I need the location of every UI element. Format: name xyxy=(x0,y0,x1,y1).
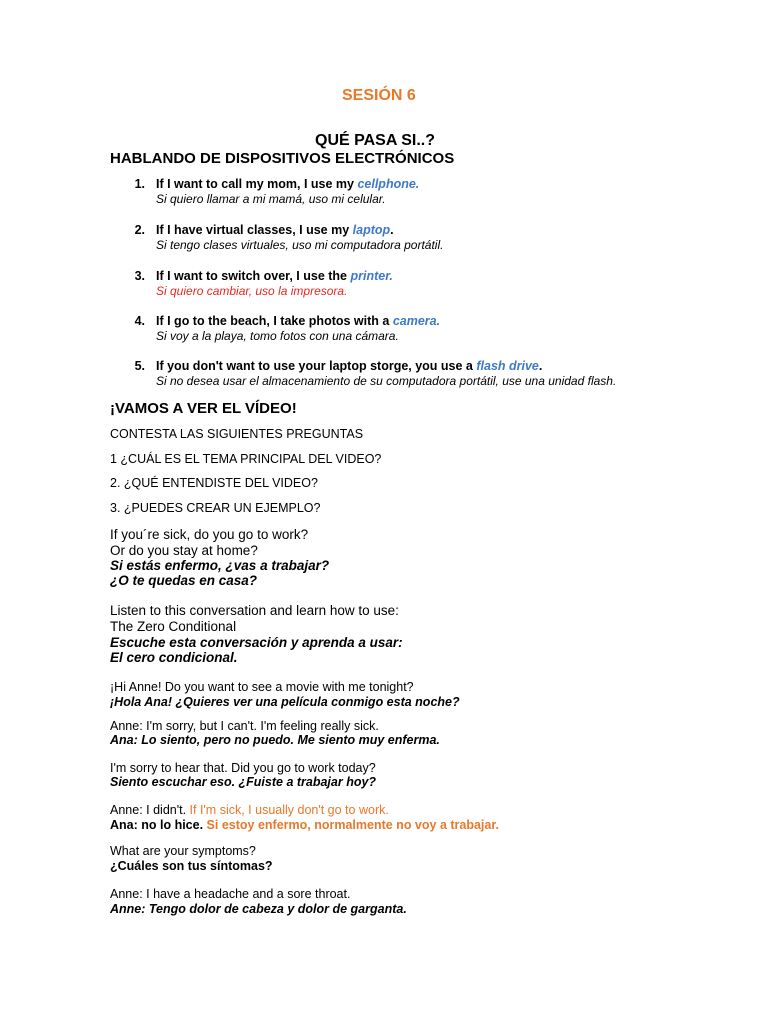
item-sentence xyxy=(156,359,542,373)
dialogue-es: Siento escuchar eso. ¿Fuiste a trabajar hoy? xyxy=(110,775,377,789)
dialogue-es: ¿Cuáles son tus síntomas? xyxy=(110,859,273,873)
dialogue-es: ¡Hola Ana! ¿Quieres ver una película conmigo esta noche? xyxy=(110,695,460,709)
item-number: 4. xyxy=(134,314,145,328)
item-number: 2. xyxy=(134,223,145,237)
item-keyword: cellphone. xyxy=(357,177,420,191)
item-keyword: printer. xyxy=(350,269,393,283)
item-sentence xyxy=(156,177,419,191)
listen-es-line: Escuche esta conversación y aprenda a usar: xyxy=(110,635,403,650)
video-heading: ¡VAMOS A VER EL VÍDEO! xyxy=(110,400,297,417)
dialogue-es: Ana: Lo siento, pero no puedo. Me siento muy enferma. xyxy=(110,733,440,747)
item-translation: Si tengo clases virtuales, uso mi computadora portátil. xyxy=(156,238,444,252)
item-translation: Si quiero cambiar, uso la impresora. xyxy=(156,284,348,298)
item-text: If you don't want to use your laptop storge, you use a xyxy=(156,359,477,373)
item-post: . xyxy=(390,223,394,237)
item-text: If I go to the beach, I take photos with a xyxy=(156,314,393,328)
intro-es-line: ¿O te quedas en casa? xyxy=(110,573,258,588)
page-subtitle: HABLANDO DE DISPOSITIVOS ELECTRÓNICOS xyxy=(110,150,455,167)
question-item: 1 ¿CUÁL ES EL TEMA PRINCIPAL DEL VIDEO? xyxy=(110,452,382,466)
dialogue-en: I'm sorry to hear that. Did you go to work today? xyxy=(110,761,376,775)
dialogue-en: What are your symptoms? xyxy=(110,844,256,858)
intro-es-line: Si estás enfermo, ¿vas a trabajar? xyxy=(110,558,330,573)
item-number: 1. xyxy=(134,177,145,191)
dialogue-en xyxy=(110,803,389,818)
item-text: If I have virtual classes, I use my xyxy=(156,223,353,237)
dialogue-en: Anne: I have a headache and a sore throat. xyxy=(110,887,351,901)
session-heading: SESIÓN 6 xyxy=(342,87,416,104)
dialogue-en-highlight: If I'm sick, I usually don't go to work. xyxy=(189,803,389,817)
dialogue-es xyxy=(110,818,499,833)
item-translation: Si voy a la playa, tomo fotos con una cámara. xyxy=(156,329,399,343)
item-sentence xyxy=(156,269,393,283)
dialogue-es-highlight: Si estoy enfermo, normalmente no voy a trabajar. xyxy=(206,818,500,832)
item-number: 5. xyxy=(134,359,145,373)
listen-en-line: The Zero Conditional xyxy=(110,619,237,634)
dialogue-en: ¡Hi Anne! Do you want to see a movie with me tonight? xyxy=(110,680,414,694)
item-post: . xyxy=(538,359,543,373)
item-sentence xyxy=(156,314,440,328)
item-keyword: camera. xyxy=(392,314,441,328)
dialogue-es-lead: Ana: no lo hice. xyxy=(110,818,207,832)
listen-en-line: Listen to this conversation and learn how to use: xyxy=(110,603,399,618)
dialogue-es: Anne: Tengo dolor de cabeza y dolor de garganta. xyxy=(110,902,407,916)
item-keyword: laptop xyxy=(352,223,391,237)
item-text: If I want to call my mom, I use my xyxy=(156,177,358,191)
item-translation: Si no desea usar el almacenamiento de su computadora portátil, use una unidad flash. xyxy=(156,374,617,388)
dialogue-en: Anne: I'm sorry, but I can't. I'm feeling really sick. xyxy=(110,719,379,733)
item-keyword: flash drive xyxy=(476,359,539,373)
question-item: 3. ¿PUEDES CREAR UN EJEMPLO? xyxy=(110,501,321,515)
dialogue-en-lead: Anne: I didn't. xyxy=(110,803,190,817)
item-number: 3. xyxy=(134,269,145,283)
listen-es-line: El cero condicional. xyxy=(110,650,238,665)
intro-en-line: Or do you stay at home? xyxy=(110,543,258,558)
question-item: 2. ¿QUÉ ENTENDISTE DEL VIDEO? xyxy=(110,476,318,490)
item-text: If I want to switch over, I use the xyxy=(156,269,351,283)
item-sentence xyxy=(156,223,394,237)
item-translation: Si quiero llamar a mi mamá, uso mi celular. xyxy=(156,192,386,206)
instruction-text: CONTESTA LAS SIGUIENTES PREGUNTAS xyxy=(110,427,364,441)
page-title: QUÉ PASA SI..? xyxy=(315,132,436,149)
intro-en-line: If you´re sick, do you go to work? xyxy=(110,527,309,542)
